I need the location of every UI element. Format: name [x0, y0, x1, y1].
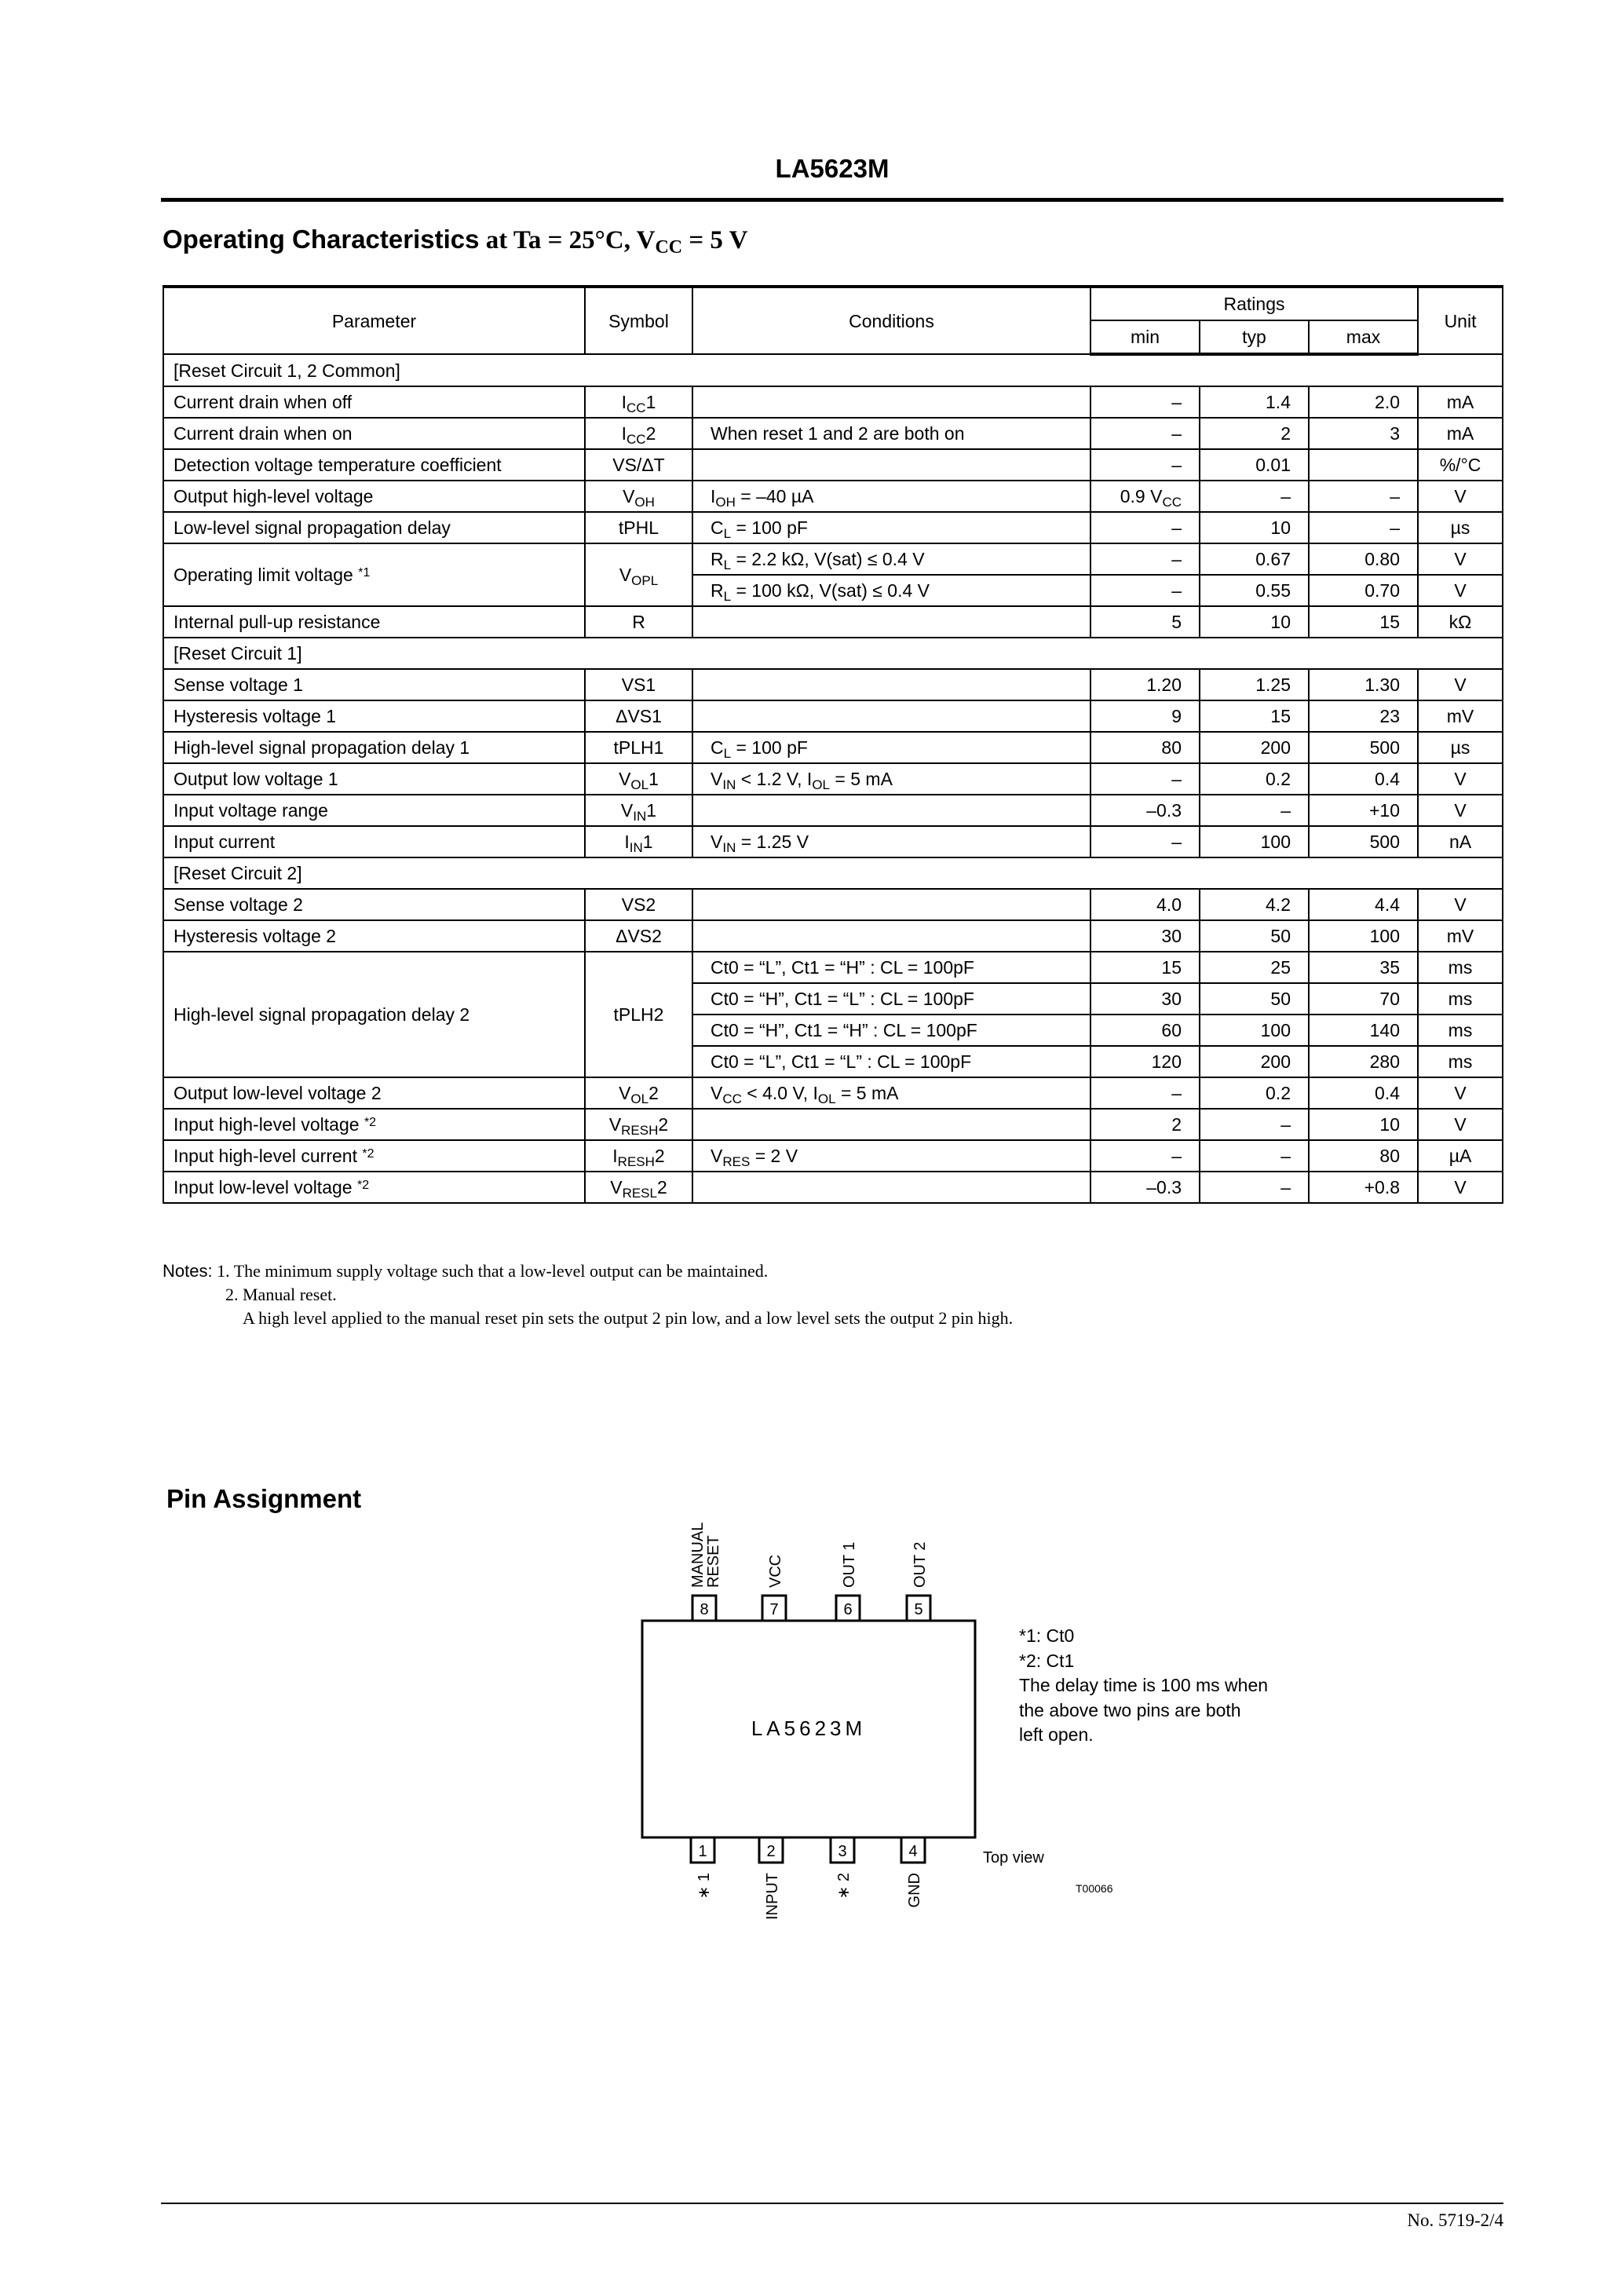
subscript: OL — [817, 1091, 836, 1106]
text-segment: R — [711, 549, 724, 569]
min-value: 2 — [1171, 1114, 1182, 1135]
subscript: RESL — [622, 1186, 657, 1201]
max-cell: 500 — [1309, 732, 1418, 763]
heading-conditions: at Ta = 25°C, V — [479, 226, 656, 254]
text-segment: VS/ΔT — [612, 455, 665, 475]
typ-cell: 25 — [1200, 952, 1309, 983]
pin-label: VCC — [767, 1554, 784, 1588]
text-segment: Sense voltage 2 — [174, 894, 303, 915]
unit-cell: ms — [1418, 983, 1503, 1015]
unit-cell: µs — [1418, 512, 1503, 543]
max-cell: 70 — [1309, 983, 1418, 1015]
max-cell: – — [1309, 512, 1418, 543]
typ-cell: 10 — [1200, 606, 1309, 638]
unit-cell: mA — [1418, 418, 1503, 449]
text-segment: tPLH1 — [613, 737, 664, 758]
typ-cell: 0.55 — [1200, 575, 1309, 606]
subscript: RESH — [621, 1123, 659, 1138]
footnote-mark: *1 — [358, 566, 371, 579]
text-segment: Input current — [174, 832, 276, 852]
text-segment: V — [711, 769, 723, 789]
text-segment: I — [612, 1146, 618, 1166]
subscript: OH — [634, 495, 655, 510]
text-segment: Ct0 = “L”, Ct1 = “L” : CL = 100pF — [711, 1051, 972, 1072]
subscript: OL — [630, 777, 649, 792]
unit-cell: nA — [1418, 826, 1503, 857]
pin-label: GND — [906, 1873, 923, 1908]
subscript: L — [723, 746, 732, 761]
min-value: – — [1171, 517, 1182, 538]
typ-cell: 0.2 — [1200, 1077, 1309, 1109]
chip-label: LA5623M — [751, 1717, 867, 1740]
unit-cell: mV — [1418, 700, 1503, 732]
typ-cell: 0.2 — [1200, 763, 1309, 795]
min-value: – — [1171, 549, 1182, 569]
text-segment: Ct0 = “H”, Ct1 = “H” : CL = 100pF — [711, 1020, 977, 1040]
text-segment: Input high-level voltage — [174, 1114, 364, 1135]
max-cell: 2.0 — [1309, 386, 1418, 418]
min-value: –0.3 — [1146, 1177, 1182, 1197]
pin-label-line2: RESET — [705, 1535, 722, 1588]
text-segment: = 5 mA — [835, 1083, 899, 1103]
unit-cell: V — [1418, 1109, 1503, 1140]
pin-note-3: The delay time is 100 ms when — [1019, 1675, 1269, 1695]
text-segment: C — [711, 737, 724, 758]
pin-number: 7 — [769, 1601, 779, 1618]
max-cell: 1.30 — [1309, 669, 1418, 700]
text-segment: V — [623, 486, 635, 506]
unit-cell: %/°C — [1418, 449, 1503, 481]
min-value: – — [1171, 423, 1182, 444]
text-segment: Sense voltage 1 — [174, 675, 303, 695]
text-segment: Low-level signal propagation delay — [174, 517, 451, 538]
unit-cell: V — [1418, 575, 1503, 606]
subscript: RES — [722, 1154, 751, 1169]
text-segment: V — [619, 565, 632, 585]
text-segment: = 2.2 kΩ, V(sat) ≤ 0.4 V — [731, 549, 925, 569]
text-segment: Detection voltage temperature coefficient — [174, 455, 502, 475]
unit-cell: mA — [1418, 386, 1503, 418]
typ-cell: 200 — [1200, 732, 1309, 763]
text-segment: 1 — [645, 392, 656, 412]
note-1: 1. The minimum supply voltage such that a low-level output can be maintained. — [217, 1261, 769, 1281]
text-segment: V — [610, 1177, 623, 1197]
subscript: CC — [722, 1091, 742, 1106]
text-segment: High-level signal propagation delay 1 — [174, 737, 470, 758]
header-min: min — [1090, 320, 1200, 354]
pin-label: INPUT — [764, 1873, 781, 1920]
pin-number: 2 — [766, 1843, 776, 1860]
text-segment: 1 — [646, 800, 657, 821]
drawing-code: T00066 — [1076, 1882, 1113, 1895]
pin-number: 8 — [700, 1601, 709, 1618]
text-segment: V — [711, 832, 723, 852]
unit-cell: V — [1418, 669, 1503, 700]
typ-cell: 1.4 — [1200, 386, 1309, 418]
text-segment: Operating limit voltage — [174, 565, 359, 585]
text-segment: 2 — [654, 1146, 665, 1166]
footnote-mark: *2 — [362, 1147, 374, 1161]
max-cell: 0.80 — [1309, 543, 1418, 575]
unit-cell: V — [1418, 543, 1503, 575]
heading-bold: Operating Characteristics — [163, 225, 480, 254]
unit-cell: V — [1418, 795, 1503, 826]
text-segment: < 4.0 V, I — [741, 1083, 818, 1103]
min-value: – — [1171, 769, 1182, 789]
unit-cell: V — [1418, 1172, 1503, 1203]
subscript: CC — [627, 432, 646, 447]
note-2: 2. Manual reset. — [225, 1285, 337, 1304]
text-segment: When reset 1 and 2 are both on — [711, 423, 965, 444]
typ-cell: 15 — [1200, 700, 1309, 732]
heading-conditions-end: = 5 V — [682, 226, 748, 254]
subscript: RESH — [617, 1154, 655, 1169]
header-unit: Unit — [1418, 287, 1503, 354]
pin-number: 3 — [838, 1843, 847, 1860]
text-segment: Input low-level voltage — [174, 1177, 357, 1197]
text-segment: VS1 — [621, 675, 656, 695]
typ-cell: 50 — [1200, 920, 1309, 952]
subscript: L — [723, 526, 732, 541]
max-cell: 4.4 — [1309, 889, 1418, 920]
unit-cell: µA — [1418, 1140, 1503, 1172]
text-segment: = 1.25 V — [736, 832, 809, 852]
top-view-label: Top view — [983, 1849, 1044, 1866]
pin-note-2: *2: Ct1 — [1019, 1650, 1075, 1671]
typ-cell: 10 — [1200, 512, 1309, 543]
pin-label: MANUAL — [689, 1522, 707, 1588]
pin-notes — [1019, 1624, 1268, 1748]
typ-cell: 50 — [1200, 983, 1309, 1015]
pin-note-1: *1: Ct0 — [1019, 1625, 1075, 1646]
max-cell: 140 — [1309, 1015, 1418, 1046]
min-value: 0.9 V — [1120, 486, 1163, 506]
min-value: 60 — [1161, 1020, 1182, 1040]
text-segment: tPHL — [618, 517, 659, 538]
text-segment: < 1.2 V, I — [736, 769, 813, 789]
subscript: L — [723, 589, 732, 604]
max-cell: +0.8 — [1309, 1172, 1418, 1203]
text-segment: V — [711, 1146, 723, 1166]
text-segment: tPLH2 — [613, 1004, 664, 1025]
text-segment: VS2 — [621, 894, 656, 915]
min-value: –0.3 — [1146, 800, 1182, 821]
text-segment: Ct0 = “H”, Ct1 = “L” : CL = 100pF — [711, 989, 974, 1009]
typ-cell: 100 — [1200, 1015, 1309, 1046]
page-number: No. 5719-2/4 — [1407, 2210, 1503, 2230]
section-label: [Reset Circuit 1] — [163, 638, 1503, 669]
text-segment: V — [711, 1083, 723, 1103]
text-segment: 2 — [656, 1177, 667, 1197]
min-value: – — [1171, 1083, 1182, 1103]
unit-cell: µs — [1418, 732, 1503, 763]
text-segment: Hysteresis voltage 2 — [174, 926, 337, 946]
typ-cell: 2 — [1200, 418, 1309, 449]
subscript: IN — [633, 809, 647, 824]
text-segment: R — [632, 612, 645, 632]
text-segment: I — [711, 486, 716, 506]
subscript: IN — [629, 840, 643, 855]
pin-number: 6 — [843, 1601, 853, 1618]
text-segment: Internal pull-up resistance — [174, 612, 381, 632]
header-ratings: Ratings — [1090, 287, 1418, 320]
max-cell: 15 — [1309, 606, 1418, 638]
min-value: 5 — [1171, 612, 1182, 632]
text-segment: 2 — [648, 1083, 659, 1103]
min-value: 9 — [1171, 706, 1182, 726]
max-cell: 3 — [1309, 418, 1418, 449]
min-value: 30 — [1161, 989, 1182, 1009]
footer-rule — [161, 2203, 1503, 2204]
text-segment: Input high-level current — [174, 1146, 363, 1166]
unit-cell: V — [1418, 481, 1503, 512]
header-parameter: Parameter — [163, 287, 585, 354]
max-cell: – — [1309, 481, 1418, 512]
section-label: [Reset Circuit 1, 2 Common] — [163, 354, 1503, 386]
subscript: OPL — [631, 573, 659, 588]
subscript: IN — [722, 777, 736, 792]
max-cell: 10 — [1309, 1109, 1418, 1140]
pin-label: ∗ 1 — [696, 1873, 713, 1899]
notes-label: Notes: — [163, 1261, 213, 1281]
typ-cell: 100 — [1200, 826, 1309, 857]
subscript: L — [723, 558, 732, 572]
text-segment: Output high-level voltage — [174, 486, 374, 506]
unit-cell: ms — [1418, 1046, 1503, 1077]
min-value: – — [1171, 455, 1182, 475]
min-value: 15 — [1161, 957, 1182, 978]
typ-cell: – — [1200, 1109, 1309, 1140]
min-value: 4.0 — [1156, 894, 1182, 915]
subscript: OH — [715, 495, 736, 510]
typ-cell: – — [1200, 481, 1309, 512]
unit-cell: mV — [1418, 920, 1503, 952]
text-segment: 1 — [642, 832, 653, 852]
min-value: – — [1171, 832, 1182, 852]
text-segment: Output low voltage 1 — [174, 769, 338, 789]
text-segment: ΔVS1 — [616, 706, 662, 726]
typ-cell: – — [1200, 795, 1309, 826]
text-segment: = 100 pF — [731, 517, 808, 538]
text-segment: R — [711, 580, 724, 601]
max-cell: +10 — [1309, 795, 1418, 826]
footnote-mark: *2 — [363, 1116, 377, 1129]
pin-label: OUT 2 — [911, 1541, 929, 1588]
text-segment: ΔVS2 — [616, 926, 662, 946]
subscript: CC — [1162, 495, 1182, 510]
text-segment: Hysteresis voltage 1 — [174, 706, 337, 726]
min-value: – — [1171, 1146, 1182, 1166]
typ-cell: 200 — [1200, 1046, 1309, 1077]
pin-note-4: the above two pins are both — [1019, 1699, 1241, 1720]
subscript: IN — [722, 840, 736, 855]
unit-cell: kΩ — [1418, 606, 1503, 638]
max-cell: 80 — [1309, 1140, 1418, 1172]
header-typ: typ — [1200, 320, 1309, 354]
max-cell: 35 — [1309, 952, 1418, 983]
min-value: 120 — [1151, 1051, 1182, 1072]
pin-number: 4 — [908, 1843, 918, 1860]
text-segment: V — [619, 769, 631, 789]
min-value: – — [1171, 392, 1182, 412]
max-cell: 280 — [1309, 1046, 1418, 1077]
max-cell: 500 — [1309, 826, 1418, 857]
header-max: max — [1309, 320, 1418, 354]
note-2-detail: A high level applied to the manual reset pin sets the output 2 pin low, and a low level sets the output 2 pin high. — [243, 1308, 1014, 1328]
text-segment: V — [608, 1114, 622, 1135]
text-segment: C — [711, 517, 724, 538]
unit-cell: V — [1418, 1077, 1503, 1109]
text-segment: = 100 pF — [731, 737, 808, 758]
text-segment: 2 — [645, 423, 656, 444]
text-segment: V — [620, 800, 634, 821]
pin-number: 1 — [698, 1843, 707, 1860]
text-segment: Current drain when off — [174, 392, 353, 412]
max-cell: 0.70 — [1309, 575, 1418, 606]
text-segment: = 2 V — [750, 1146, 798, 1166]
pin-note-5: left open. — [1019, 1724, 1094, 1745]
pin-assignment-heading: Pin Assignment — [166, 1484, 362, 1513]
text-segment: 2 — [658, 1114, 669, 1135]
subscript: CC — [627, 400, 646, 415]
text-segment: V — [619, 1083, 631, 1103]
typ-cell: – — [1200, 1172, 1309, 1203]
footnote-mark: *2 — [356, 1179, 370, 1192]
text-segment: 1 — [648, 769, 659, 789]
text-segment: I — [621, 392, 627, 412]
text-segment: Output low-level voltage 2 — [174, 1083, 382, 1103]
pin-label: ∗ 2 — [835, 1873, 853, 1899]
typ-cell: 1.25 — [1200, 669, 1309, 700]
min-value: – — [1171, 580, 1182, 601]
text-segment: Current drain when on — [174, 423, 353, 444]
min-value: 80 — [1161, 737, 1182, 758]
text-segment: High-level signal propagation delay 2 — [174, 1004, 470, 1025]
header-conditions: Conditions — [692, 287, 1090, 354]
text-segment: = 5 mA — [830, 769, 893, 789]
typ-cell: 4.2 — [1200, 889, 1309, 920]
typ-cell: – — [1200, 1140, 1309, 1172]
page-title: LA5623M — [775, 154, 890, 183]
max-cell: 0.4 — [1309, 763, 1418, 795]
header-symbol: Symbol — [585, 287, 692, 354]
text-segment: I — [621, 423, 627, 444]
text-segment: I — [624, 832, 630, 852]
subscript: OL — [630, 1091, 649, 1106]
section-label: [Reset Circuit 2] — [163, 857, 1503, 889]
text-segment: = –40 µA — [735, 486, 814, 506]
typ-cell: 0.01 — [1200, 449, 1309, 481]
text-segment: Input voltage range — [174, 800, 328, 821]
max-cell: 0.4 — [1309, 1077, 1418, 1109]
typ-cell: 0.67 — [1200, 543, 1309, 575]
unit-cell: ms — [1418, 1015, 1503, 1046]
max-cell: 100 — [1309, 920, 1418, 952]
max-cell: 23 — [1309, 700, 1418, 732]
text-segment: Ct0 = “L”, Ct1 = “H” : CL = 100pF — [711, 957, 974, 978]
unit-cell: V — [1418, 889, 1503, 920]
text-segment: = 100 kΩ, V(sat) ≤ 0.4 V — [731, 580, 930, 601]
min-value: 1.20 — [1146, 675, 1182, 695]
unit-cell: ms — [1418, 952, 1503, 983]
min-value: 30 — [1161, 926, 1182, 946]
pin-number: 5 — [914, 1601, 923, 1618]
subscript: OL — [812, 777, 831, 792]
unit-cell: V — [1418, 763, 1503, 795]
heading-sub: CC — [655, 237, 683, 258]
pin-label: OUT 1 — [841, 1541, 858, 1588]
